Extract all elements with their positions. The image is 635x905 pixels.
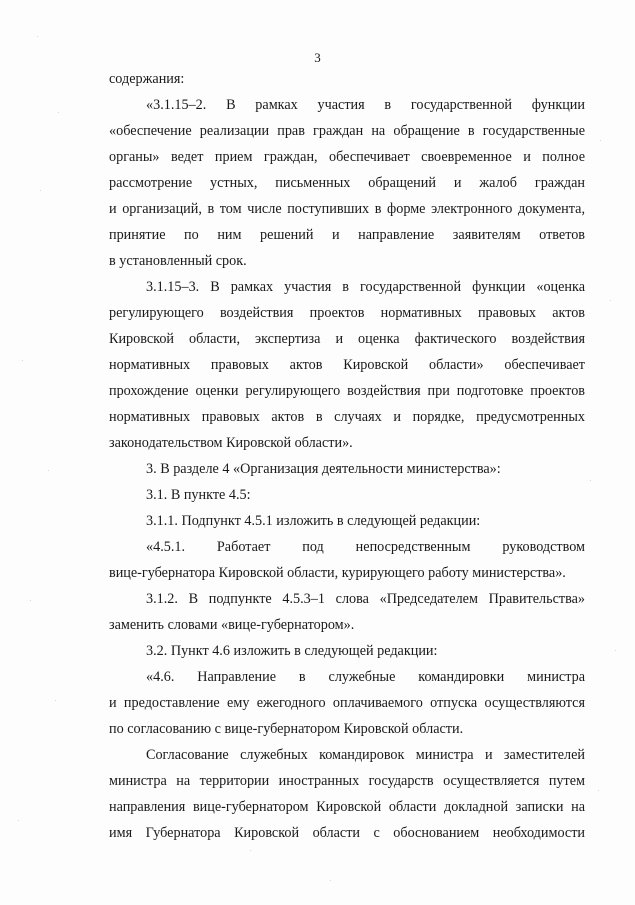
text-line: вице-губернатора Кировской области, курирующего работу министерства». <box>109 565 566 581</box>
text-line: заменить словами «вице-губернатором». <box>109 617 355 633</box>
scan-speck <box>598 790 599 791</box>
text-line: органы» ведет прием граждан, обеспечивает своевременное и полное <box>109 149 585 165</box>
text-line: содержания: <box>109 71 185 87</box>
text-line: «3.1.15–2. В рамках участия в государственной функции <box>146 97 585 113</box>
text-line: прохождение оценки регулирующего воздействия при подготовке проектов <box>109 383 585 399</box>
scan-speck <box>615 650 616 651</box>
text-line: «обеспечение реализации прав граждан на обращение в государственные <box>109 123 585 139</box>
text-line: Согласование служебных командировок министра и заместителей <box>146 747 585 763</box>
scan-speck <box>600 140 601 141</box>
text-line: рассмотрение устных, письменных обращений и жалоб граждан <box>109 175 585 191</box>
scan-speck <box>40 190 41 191</box>
text-line: принятие по ним решений и направление заявителям ответов <box>109 227 585 243</box>
scan-speck <box>55 700 56 701</box>
text-line: имя Губернатора Кировской области с обоснованием необходимости <box>109 825 585 841</box>
scan-speck <box>18 820 19 821</box>
text-line: нормативных правовых актов в случаях и порядке, предусмотренных <box>109 409 585 425</box>
text-line: и организаций, в том числе поступивших в форме электронного документа, <box>109 201 585 217</box>
text-line: «4.6. Направление в служебные командировки министра <box>146 669 585 685</box>
scan-speck <box>22 360 23 361</box>
scan-speck <box>48 470 49 471</box>
scan-speck <box>58 112 59 113</box>
document-body <box>109 66 585 846</box>
scan-speck <box>250 850 251 851</box>
text-line: 3.2. Пункт 4.6 изложить в следующей редакции: <box>146 643 438 659</box>
text-line: регулирующего воздействия проектов нормативных правовых актов <box>109 305 585 321</box>
text-line: 3.1.1. Подпункт 4.5.1 изложить в следующей редакции: <box>146 513 481 529</box>
scan-speck <box>590 480 591 481</box>
text-line: 3.1.2. В подпункте 4.5.3–1 слова «Председателем Правительства» <box>146 591 585 607</box>
text-line: нормативных правовых актов Кировской области» обеспечивает <box>109 357 585 373</box>
text-line: законодательством Кировской области». <box>109 435 353 451</box>
scan-speck <box>30 600 31 601</box>
text-line: и предоставление ему ежегодного оплачиваемого отпуска осуществляются <box>109 695 585 711</box>
text-line: в установленный срок. <box>109 253 247 269</box>
text-line: «4.5.1. Работает под непосредственным руководством <box>146 539 585 555</box>
text-line: министра на территории иностранных государств осуществляется путем <box>109 773 585 789</box>
text-line: 3.1.15–3. В рамках участия в государственной функции «оценка <box>146 279 585 295</box>
text-line: по согласованию с вице-губернатором Кировской области. <box>109 721 464 737</box>
text-line: направления вице-губернатором Кировской области докладной записки на <box>109 799 585 815</box>
text-line: 3. В разделе 4 «Организация деятельности министерства»: <box>146 461 501 477</box>
text-line: 3.1. В пункте 4.5: <box>146 487 251 503</box>
text-line: Кировской области, экспертиза и оценка фактического воздействия <box>109 331 585 347</box>
scan-speck <box>610 300 611 301</box>
scan-speck <box>37 36 38 37</box>
scan-speck <box>330 880 331 881</box>
page-number: 3 <box>314 50 321 65</box>
